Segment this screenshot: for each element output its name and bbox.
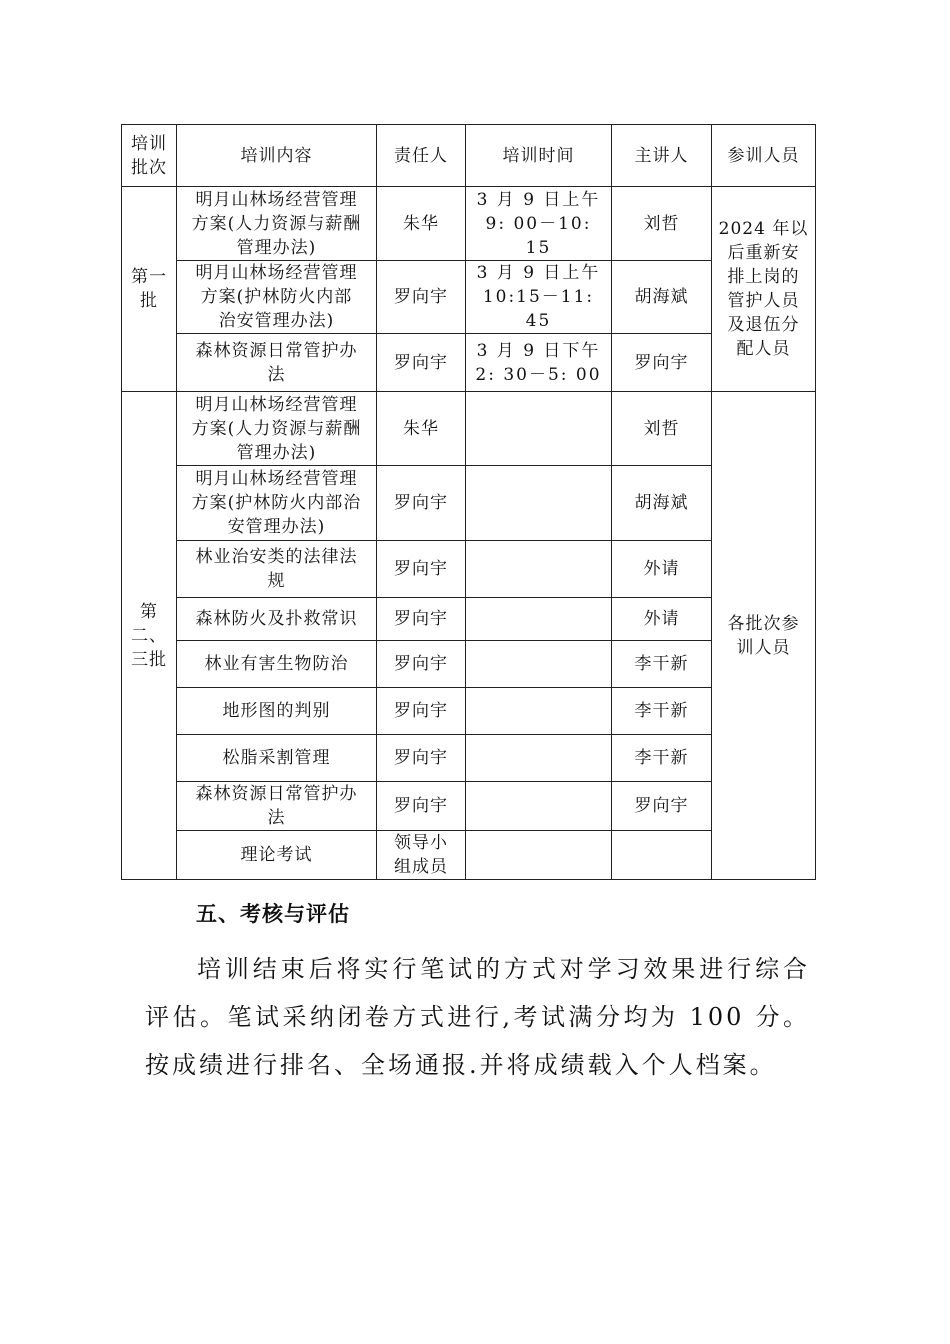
owner-cell: 罗向宇 xyxy=(377,782,466,831)
table-row xyxy=(122,598,816,641)
time-cell xyxy=(466,641,612,688)
time-cell xyxy=(466,466,612,541)
owner-cell: 罗向宇 xyxy=(377,598,466,641)
table-header-row xyxy=(122,125,816,187)
batch-label: 第 二、 三批 xyxy=(122,392,177,880)
header-batch: 培训 批次 xyxy=(122,125,177,187)
speaker-cell: 罗向宇 xyxy=(612,782,712,831)
speaker-cell: 李干新 xyxy=(612,735,712,782)
speaker-cell: 外请 xyxy=(612,598,712,641)
owner-cell: 罗向宇 xyxy=(377,641,466,688)
section-heading: 五、考核与评估 xyxy=(196,901,350,926)
body-paragraph: 培训结束后将实行笔试的方式对学习效果进行综合评估。笔试采纳闭卷方式进行,考试满分均为 100 分。按成绩进行排名、全场通报.并将成绩载入个人档案。 xyxy=(145,955,810,1079)
owner-cell: 罗向宇 xyxy=(377,334,466,392)
time-cell xyxy=(466,598,612,641)
time-cell: 3 月 9 日下午 2: 30－5: 00 xyxy=(466,334,612,392)
content-cell: 松脂采割管理 xyxy=(177,735,377,782)
content-cell: 明月山林场经营管理 方案(人力资源与薪酬 管理办法) xyxy=(177,187,377,261)
time-cell xyxy=(466,392,612,466)
speaker-cell: 刘哲 xyxy=(612,187,712,261)
content-cell: 明月山林场经营管理 方案(护林防火内部 治安管理办法) xyxy=(177,261,377,334)
speaker-cell: 罗向宇 xyxy=(612,334,712,392)
participants-cell: 2024 年以 后重新安 排上岗的 管护人员 及退伍分 配人员 xyxy=(712,187,816,392)
owner-cell: 罗向宇 xyxy=(377,261,466,334)
header-time: 培训时间 xyxy=(466,125,612,187)
content-cell: 林业治安类的法律法 规 xyxy=(177,541,377,598)
content-cell: 理论考试 xyxy=(177,831,377,880)
content-cell: 森林资源日常管护办 法 xyxy=(177,334,377,392)
speaker-cell: 李干新 xyxy=(612,641,712,688)
owner-cell: 罗向宇 xyxy=(377,688,466,735)
table-row xyxy=(122,392,816,466)
table-row xyxy=(122,261,816,334)
table-row xyxy=(122,735,816,782)
content-cell: 森林防火及扑救常识 xyxy=(177,598,377,641)
table-row xyxy=(122,334,816,392)
owner-cell: 罗向宇 xyxy=(377,466,466,541)
speaker-cell: 胡海斌 xyxy=(612,466,712,541)
time-cell: 3 月 9 日上午 10:15－11: 45 xyxy=(466,261,612,334)
owner-cell: 朱华 xyxy=(377,392,466,466)
header-participants: 参训人员 xyxy=(712,125,816,187)
content-cell: 森林资源日常管护办 法 xyxy=(177,782,377,831)
content-cell: 明月山林场经营管理 方案(人力资源与薪酬 管理办法) xyxy=(177,392,377,466)
content-cell: 明月山林场经营管理 方案(护林防火内部治 安管理办法) xyxy=(177,466,377,541)
owner-cell: 领导小 组成员 xyxy=(377,831,466,880)
table-row xyxy=(122,641,816,688)
speaker-cell: 刘哲 xyxy=(612,392,712,466)
content-cell: 地形图的判别 xyxy=(177,688,377,735)
table-row xyxy=(122,688,816,735)
speaker-cell: 胡海斌 xyxy=(612,261,712,334)
header-content: 培训内容 xyxy=(177,125,377,187)
batch-label: 第一 批 xyxy=(122,187,177,392)
table-row xyxy=(122,782,816,831)
table-row xyxy=(122,466,816,541)
header-owner: 责任人 xyxy=(377,125,466,187)
header-speaker: 主讲人 xyxy=(612,125,712,187)
speaker-cell: 李干新 xyxy=(612,688,712,735)
owner-cell: 朱华 xyxy=(377,187,466,261)
owner-cell: 罗向宇 xyxy=(377,735,466,782)
training-schedule-table xyxy=(121,124,816,880)
participants-cell: 各批次参 训人员 xyxy=(712,392,816,880)
table-row xyxy=(122,187,816,261)
time-cell xyxy=(466,831,612,880)
table-row xyxy=(122,831,816,880)
time-cell xyxy=(466,735,612,782)
speaker-cell xyxy=(612,831,712,880)
owner-cell: 罗向宇 xyxy=(377,541,466,598)
content-cell: 林业有害生物防治 xyxy=(177,641,377,688)
time-cell: 3 月 9 日上午 9: 00－10: 15 xyxy=(466,187,612,261)
time-cell xyxy=(466,782,612,831)
time-cell xyxy=(466,688,612,735)
time-cell xyxy=(466,541,612,598)
table-row xyxy=(122,541,816,598)
speaker-cell: 外请 xyxy=(612,541,712,598)
